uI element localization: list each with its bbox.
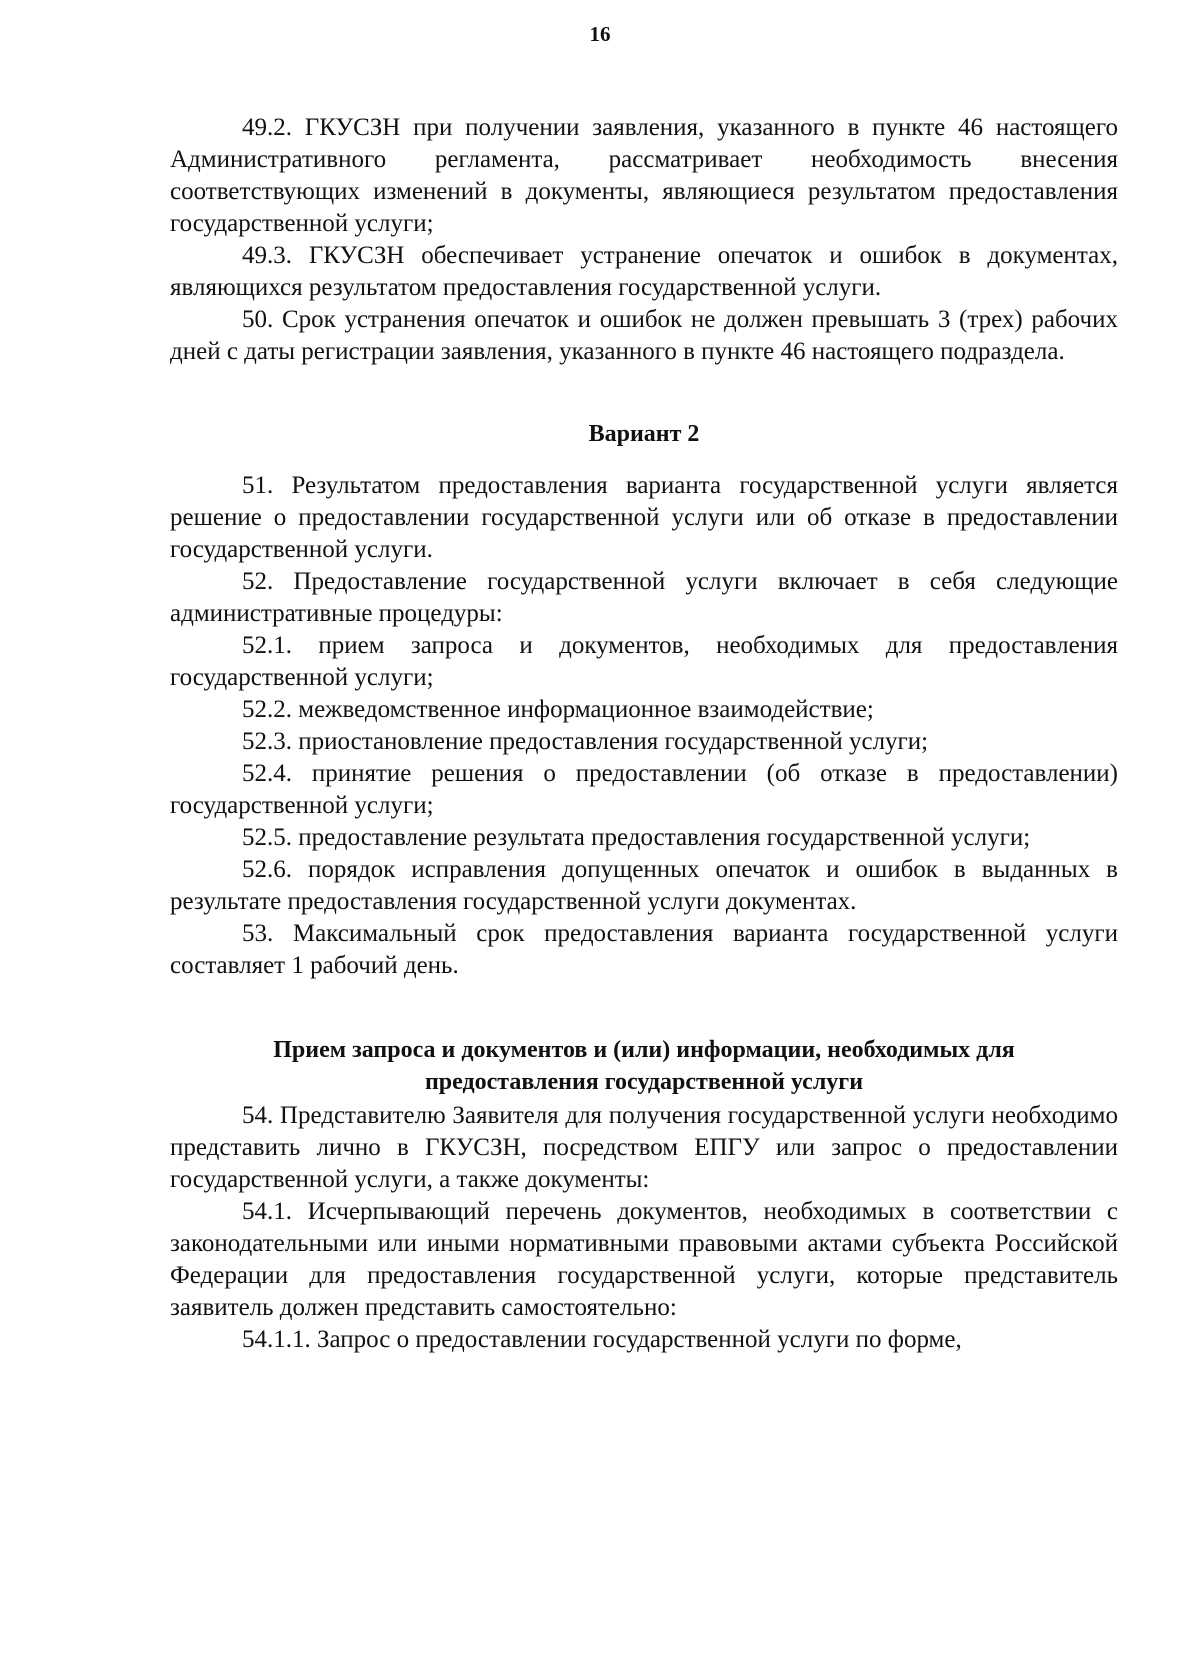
section-heading-request-line-1: Прием запроса и документов и (или) информации, необходимых для: [273, 1037, 1015, 1063]
paragraph-52-4: 52.4. принятие решения о предоставлении (об отказе в предоставлении) государственной услуги;: [170, 760, 1118, 819]
paragraph-53: 53. Максимальный срок предоставления варианта государственной услуги составляет 1 рабочий день.: [170, 920, 1118, 979]
paragraph-52-5: 52.5. предоставление результата предоставления государственной услуги;: [242, 824, 1031, 851]
page-number: 16: [589, 22, 611, 46]
paragraph-52-1: 52.1. прием запроса и документов, необходимых для предоставления государственной услуги;: [170, 632, 1118, 691]
paragraph-50: 50. Срок устранения опечаток и ошибок не должен превышать 3 (трех) рабочих дней с даты регистрации заявления, указанного в пункте 46 настоящего подраздела.: [170, 306, 1118, 365]
paragraph-52-3: 52.3. приостановление предоставления государственной услуги;: [242, 728, 929, 755]
section-heading-variant-2: Вариант 2: [588, 421, 700, 447]
paragraph-52: 52. Предоставление государственной услуги включает в себя следующие административные процедуры:: [170, 568, 1118, 627]
paragraph-52-2: 52.2. межведомственное информационное взаимодействие;: [242, 696, 874, 723]
section-heading-request-line-2: предоставления государственной услуги: [424, 1069, 864, 1095]
paragraph-52-6: 52.6. порядок исправления допущенных опечаток и ошибок в выданных в результате предоставления государственной услуги документах.: [170, 856, 1118, 915]
paragraph-54-1-1: 54.1.1. Запрос о предоставлении государственной услуги по форме,: [242, 1326, 962, 1353]
document-body: [170, 112, 1118, 1356]
paragraph-54: 54. Представителю Заявителя для получения государственной услуги необходимо представить лично в ГКУСЗН, посредством ЕПГУ или запрос о предоставлении государственной услуги, а также документы:: [170, 1102, 1118, 1193]
paragraph-54-1: 54.1. Исчерпывающий перечень документов, необходимых в соответствии с законодательными или иными нормативными правовыми актами субъекта Российской Федерации для предоставления государственной услуги, которые представитель заявитель должен представить самостоятельно:: [170, 1198, 1118, 1321]
paragraph-49-3: 49.3. ГКУСЗН обеспечивает устранение опечаток и ошибок в документах, являющихся результатом предоставления государственной услуги.: [170, 242, 1118, 301]
paragraph-49-2: 49.2. ГКУСЗН при получении заявления, указанного в пункте 46 настоящего Административного регламента, рассматривает необходимость внесения соответствующих изменений в документы, являющиеся результатом предоставления государственной услуги;: [170, 114, 1118, 237]
paragraph-51: 51. Результатом предоставления варианта государственной услуги является решение о предоставлении государственной услуги или об отказе в предоставлении государственной услуги.: [170, 472, 1118, 563]
